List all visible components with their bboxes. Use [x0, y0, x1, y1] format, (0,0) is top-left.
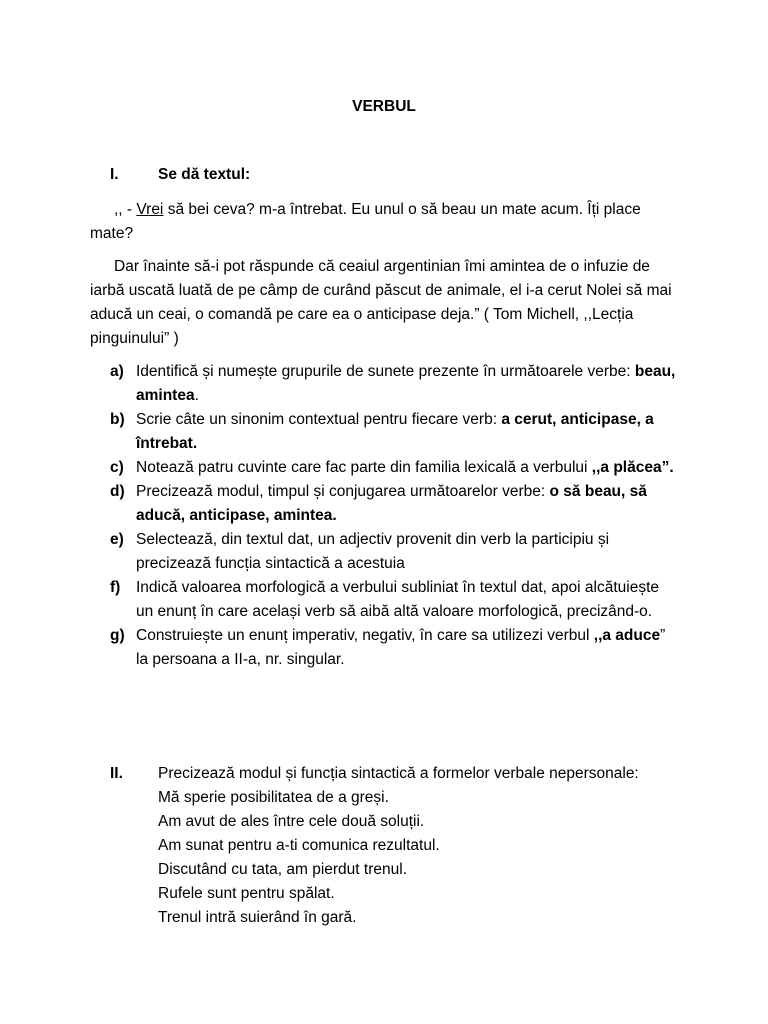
- item-text: Indică valoarea morfologică a verbului subliniat în textul dat, apoi alcătuiește un enunț în care același verb să aibă altă valoare morfologică, precizând-o.: [136, 579, 660, 620]
- item-label: a): [110, 363, 124, 380]
- list-item: [90, 360, 680, 408]
- item-text: Construiește un enunț imperativ, negativ, în care sa utilizezi verbul: [136, 627, 594, 644]
- sentence-item: Am sunat pentru a-ti comunica rezultatul.: [158, 837, 440, 854]
- section-1-number: I.: [110, 166, 119, 183]
- sentence-list: [158, 786, 440, 930]
- item-text: Identifică și numește grupurile de sunete prezente în următoarele verbe:: [136, 363, 635, 380]
- item-label: f): [110, 579, 121, 596]
- item-text: Precizează modul, timpul și conjugarea următoarelor verbe:: [136, 483, 550, 500]
- underlined-verb: Vrei: [136, 201, 164, 218]
- item-text: Selectează, din textul dat, un adjectiv provenit din verb la participiu și precizează funcția sintactică a acestuia: [136, 531, 610, 572]
- item-tail: ” la persoana a II-a, nr. singular.: [136, 627, 666, 668]
- section-2-heading: Precizează modul și funcția sintactică a formelor verbale nepersonale:: [158, 765, 639, 782]
- section-2-number: II.: [110, 765, 123, 782]
- sentence-item: Am avut de ales între cele două soluții.: [158, 813, 425, 830]
- exercise-list: [90, 360, 680, 672]
- item-label: d): [110, 483, 125, 500]
- item-label: c): [110, 459, 124, 476]
- list-item: [90, 624, 680, 672]
- sentence-item: Rufele sunt pentru spălat.: [158, 885, 335, 902]
- para-1-prefix: ,, -: [114, 201, 137, 218]
- item-label: b): [110, 411, 125, 428]
- section-1-heading: Se dă textul:: [158, 166, 251, 183]
- item-label: e): [110, 531, 124, 548]
- item-bold: o să beau, să aducă, anticipase, amintea.: [136, 483, 647, 524]
- sentence-item: Mă sperie posibilitatea de a greși.: [158, 789, 389, 806]
- sentence-item: Discutând cu tata, am pierdut trenul.: [158, 861, 407, 878]
- list-item: [90, 576, 680, 624]
- item-label: g): [110, 627, 125, 644]
- sentence-item: Trenul intră suierând în gară.: [158, 909, 357, 926]
- list-item: [90, 528, 680, 576]
- item-bold: ,,a plăcea”.: [591, 459, 674, 476]
- item-tail: .: [194, 387, 199, 404]
- item-text: Notează patru cuvinte care fac parte din familia lexicală a verbului: [136, 459, 592, 476]
- list-item: [90, 456, 680, 480]
- list-item: [90, 480, 680, 528]
- para-1-rest: să bei ceva? m-a întrebat. Eu unul o să beau un mate acum. Îți place mate?: [90, 201, 641, 242]
- page-title: VERBUL: [352, 98, 416, 115]
- item-bold: a cerut, anticipase, a întrebat.: [136, 411, 654, 452]
- item-bold: beau, amintea: [136, 363, 676, 404]
- list-item: [90, 408, 680, 456]
- text-paragraph-1: [90, 198, 680, 246]
- item-bold: ,,a aduce: [593, 627, 661, 644]
- item-text: Scrie câte un sinonim contextual pentru fiecare verb:: [136, 411, 502, 428]
- text-paragraph-2: Dar înainte să-i pot răspunde că ceaiul argentinian îmi amintea de o infuzie de iarbă uscată luată de pe câmp de curând păscut de animale, el i-a cerut Nolei să mai aducă un ceai, o comandă pe care ea o anticipase deja.” ( Tom Michell, ,,Lecția pinguinului” ): [90, 258, 672, 347]
